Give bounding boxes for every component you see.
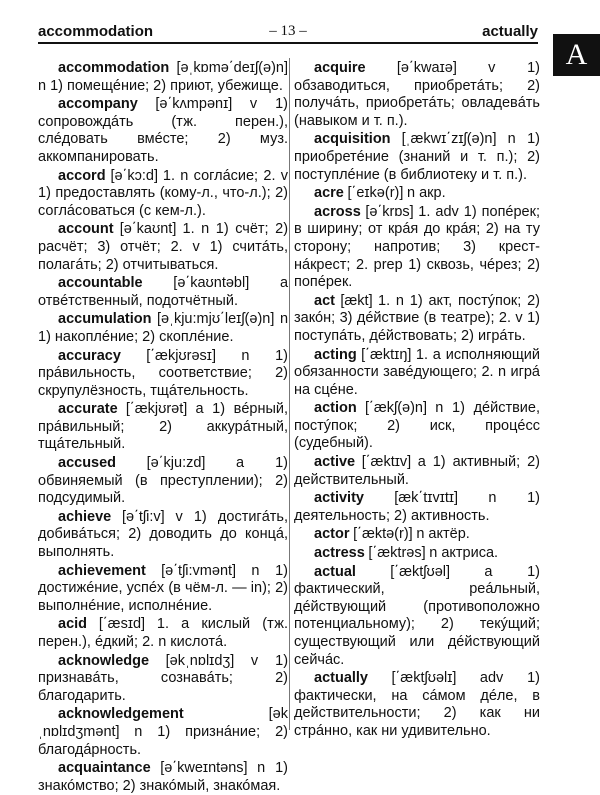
entry-transcription: [ə΄tʃi:vmənt] bbox=[161, 562, 237, 579]
entry-definition: 1. a кислый (тж. перен.), éдкий; 2. n кислотá. bbox=[38, 616, 288, 650]
entry-definition: v 1) сопровождáть (тж. перен.), слéдовать вмéсте; 2) муз. аккомпанировать. bbox=[38, 96, 289, 165]
entry-transcription: [΄æsɪd] bbox=[98, 616, 146, 633]
entry-transcription: [əˌkɒmə΄deɪʃ(ə)n] bbox=[176, 60, 288, 76]
dictionary-entry bbox=[294, 347, 540, 400]
entry-headword: actress bbox=[314, 545, 365, 562]
entry-headword: actual bbox=[314, 563, 356, 580]
entry-headword: accuracy bbox=[58, 347, 121, 364]
entry-transcription: [ækt] bbox=[340, 292, 373, 309]
entry-definition: n 1) приобретéние (знаний и т. п.); 2) поступлéние (в библиотеку и т. п.). bbox=[294, 131, 541, 183]
entry-headword: actually bbox=[314, 670, 368, 687]
entry-transcription: [əˌkju:mjʊ΄leɪʃ(ə)n] bbox=[157, 311, 275, 328]
entry-definition: a 1) обвиняемый (в преступлении); 2) подсудимый. bbox=[38, 455, 288, 507]
entry-headword: acquire bbox=[314, 60, 366, 76]
letter-thumb-tab: A bbox=[553, 34, 600, 76]
entry-definition: n 1) признáние; 2) благодáрность. bbox=[38, 723, 288, 758]
dictionary-entry bbox=[294, 131, 540, 184]
dictionary-entry bbox=[38, 275, 288, 310]
page-header bbox=[38, 18, 538, 44]
entry-headword: act bbox=[314, 292, 335, 309]
dictionary-entry bbox=[294, 454, 540, 489]
dictionary-entry bbox=[38, 348, 288, 401]
entry-definition: 1. n соглáсие; 2. v 1) предоставлять (кому-л., что-л.); 2) соглáсоваться (с кем-л.). bbox=[38, 167, 289, 219]
entry-transcription: [΄æktɪŋ] bbox=[361, 346, 412, 363]
dictionary-entry bbox=[294, 545, 540, 563]
entry-definition: n актёр. bbox=[416, 526, 470, 543]
dictionary-entry bbox=[294, 400, 540, 453]
dictionary-entry bbox=[38, 96, 288, 166]
entry-headword: accord bbox=[58, 167, 106, 184]
entry-headword: acre bbox=[314, 185, 344, 202]
dictionary-entry bbox=[38, 509, 288, 562]
entry-definition: a отвéтственный, подотчётный. bbox=[38, 275, 289, 309]
entry-headword: accountable bbox=[58, 275, 143, 292]
entry-definition: n 1) дéйствие, постýпок; 2) иск, процéсс (судебный). bbox=[294, 400, 540, 452]
dictionary-entry bbox=[38, 563, 288, 616]
dictionary-entry bbox=[294, 60, 540, 130]
left-column bbox=[38, 60, 289, 794]
dictionary-entry bbox=[38, 706, 288, 759]
dictionary-entry bbox=[38, 760, 288, 795]
entry-headword: accused bbox=[58, 455, 117, 472]
entry-transcription: [ə΄kʌmpənɪ] bbox=[155, 96, 233, 113]
entry-definition: n 1) помещéние; 2) приют, убежище. bbox=[38, 77, 283, 94]
entry-transcription: [΄æktɪv] bbox=[361, 454, 412, 471]
right-column bbox=[294, 60, 541, 739]
entry-headword: accurate bbox=[58, 401, 118, 418]
entry-headword: active bbox=[314, 454, 356, 471]
entry-transcription: [΄æktrəs] bbox=[368, 545, 426, 562]
page-number: – 13 – bbox=[269, 23, 307, 39]
dictionary-entry bbox=[38, 653, 288, 706]
dictionary-entry bbox=[294, 564, 540, 670]
entry-definition: v 1) обзаводиться, приобретáть; 2) получáть, приобретáть; овладевáть (навыком и т. п.). bbox=[294, 60, 540, 129]
entry-definition: n актриса. bbox=[429, 545, 499, 562]
entry-headword: activity bbox=[314, 490, 364, 507]
entry-headword: actor bbox=[314, 526, 350, 543]
dictionary-entry bbox=[38, 401, 288, 454]
entry-definition: n акр. bbox=[407, 185, 446, 202]
entry-transcription: [΄ækjʊrəsɪ] bbox=[146, 347, 216, 364]
entry-transcription: [΄æktʃʊəl] bbox=[390, 563, 451, 580]
entry-transcription: [΄ækjʊrət] bbox=[125, 401, 188, 418]
entry-headword: accumulation bbox=[58, 311, 152, 328]
entry-definition: v 1) достигáть, добивáться; 2) доводить до концá, выполнять. bbox=[38, 508, 289, 561]
dictionary-entry bbox=[294, 670, 540, 740]
entry-definition: 1. adv 1) попéрек; в ширину; от крáя до крáя; 2) на ту сторону; напротив; 3) крест-нáкрест; 2. prep 1) сквозь, чéрез; 2) попéрек. bbox=[294, 203, 540, 291]
entry-transcription: [ə΄kwaɪə] bbox=[396, 60, 457, 76]
entry-transcription: [΄æktʃʊəlɪ] bbox=[391, 670, 457, 687]
entry-transcription: [ə΄kaʊnt] bbox=[119, 221, 177, 238]
entry-definition: adv 1) фактически, на сáмом дéле, в действительности; 2) как ни стрáнно, как ни удивительно. bbox=[294, 670, 540, 739]
header-first-headword: accommodation bbox=[38, 23, 154, 40]
dictionary-entry bbox=[38, 455, 288, 508]
dictionary-entry bbox=[294, 185, 540, 203]
dictionary-entry bbox=[38, 616, 288, 651]
entry-definition: a 1) фактический, реáльный, дéйствующий (противоположно потенциальному); 2) текýщий; существующий или дéйствующий сейчáс. bbox=[294, 563, 540, 668]
entry-headword: achievement bbox=[58, 562, 146, 579]
entry-headword: accommodation bbox=[58, 60, 170, 76]
entry-definition: n 1) накоплéние; 2) скоплéние. bbox=[38, 311, 289, 345]
entry-headword: acknowledgement bbox=[58, 706, 184, 723]
entry-transcription: [ə΄kju:zd] bbox=[146, 455, 206, 472]
entry-headword: achieve bbox=[58, 508, 112, 525]
entry-definition: v 1) признавáть, сознавáть; 2) благодарить. bbox=[38, 652, 289, 704]
dictionary-entry bbox=[38, 221, 288, 274]
entry-definition: n 1) достижéние, успéх (в чём-л. — in); 2) выполнéние, исполнéние. bbox=[38, 562, 288, 614]
entry-definition: n 1) деятельность; 2) активность. bbox=[294, 490, 541, 524]
dictionary-entry bbox=[294, 490, 540, 525]
entry-headword: across bbox=[314, 203, 361, 220]
dictionary-entry bbox=[294, 293, 540, 346]
entry-definition: 1. a исполняющий обязанности завéдующего; 2. n игрá на сцéне. bbox=[294, 346, 540, 398]
entry-definition: n 1) прáвильность, соответствие; 2) скрупулёзность, тщáтельность. bbox=[38, 347, 288, 399]
entry-transcription: [΄eɪkə(r)] bbox=[347, 185, 404, 202]
entry-headword: acid bbox=[58, 616, 88, 633]
entry-transcription: [əkˌnɒlɪdʒ] bbox=[165, 652, 235, 669]
entry-transcription: [ə΄kweɪntəns] bbox=[160, 760, 248, 777]
entry-transcription: [ə΄kaʊntəbl] bbox=[173, 275, 250, 292]
header-last-headword: actually bbox=[482, 23, 538, 40]
entry-definition: 1. n 1) акт, постýпок; 2) закóн; 3) дéйствие (в театре); 2. v 1) поступáть, дéйствовать; 2) игрáть. bbox=[294, 292, 540, 344]
entry-headword: action bbox=[314, 400, 357, 417]
entry-headword: accompany bbox=[58, 96, 138, 113]
dictionary-entry bbox=[38, 168, 288, 221]
entry-transcription: [ə΄kɔ:d] bbox=[110, 167, 159, 184]
entry-headword: acknowledge bbox=[58, 652, 150, 669]
dictionary-entry bbox=[38, 311, 288, 346]
column-divider bbox=[289, 58, 290, 730]
entry-transcription: [΄æktə(r)] bbox=[353, 526, 413, 543]
entry-definition: 1. n 1) счёт; 2) расчёт; 3) отчёт; 2. v 1) считáть, полагáть; 2) отчитываться. bbox=[38, 221, 289, 273]
entry-definition: a 1) вéрный, прáвильный; 2) аккурáтный, тщáтельный. bbox=[38, 401, 289, 453]
entry-transcription: [æk΄tɪvɪtɪ] bbox=[394, 490, 459, 507]
entry-transcription: [ˌækwɪ΄zɪʃ(ə)n] bbox=[401, 131, 497, 148]
entry-definition: a 1) активный; 2) действительный. bbox=[294, 454, 541, 488]
dictionary-entry bbox=[294, 204, 540, 292]
dictionary-entry bbox=[294, 526, 540, 544]
entry-headword: acquaintance bbox=[58, 760, 151, 777]
entry-transcription: [ə΄krɒs] bbox=[365, 203, 414, 220]
entry-transcription: [΄ækʃ(ə)n] bbox=[364, 400, 428, 417]
entry-headword: acquisition bbox=[314, 131, 391, 148]
entry-definition: n 1) знакóмство; 2) знакóмый, знакóмая. bbox=[38, 760, 288, 794]
dictionary-entry bbox=[38, 60, 288, 95]
entry-transcription: [ə΄tʃi:v] bbox=[121, 508, 165, 525]
entry-transcription: [əkˌnɒlɪdʒmənt] bbox=[38, 706, 288, 740]
entry-headword: acting bbox=[314, 346, 357, 363]
entry-headword: account bbox=[58, 221, 114, 238]
